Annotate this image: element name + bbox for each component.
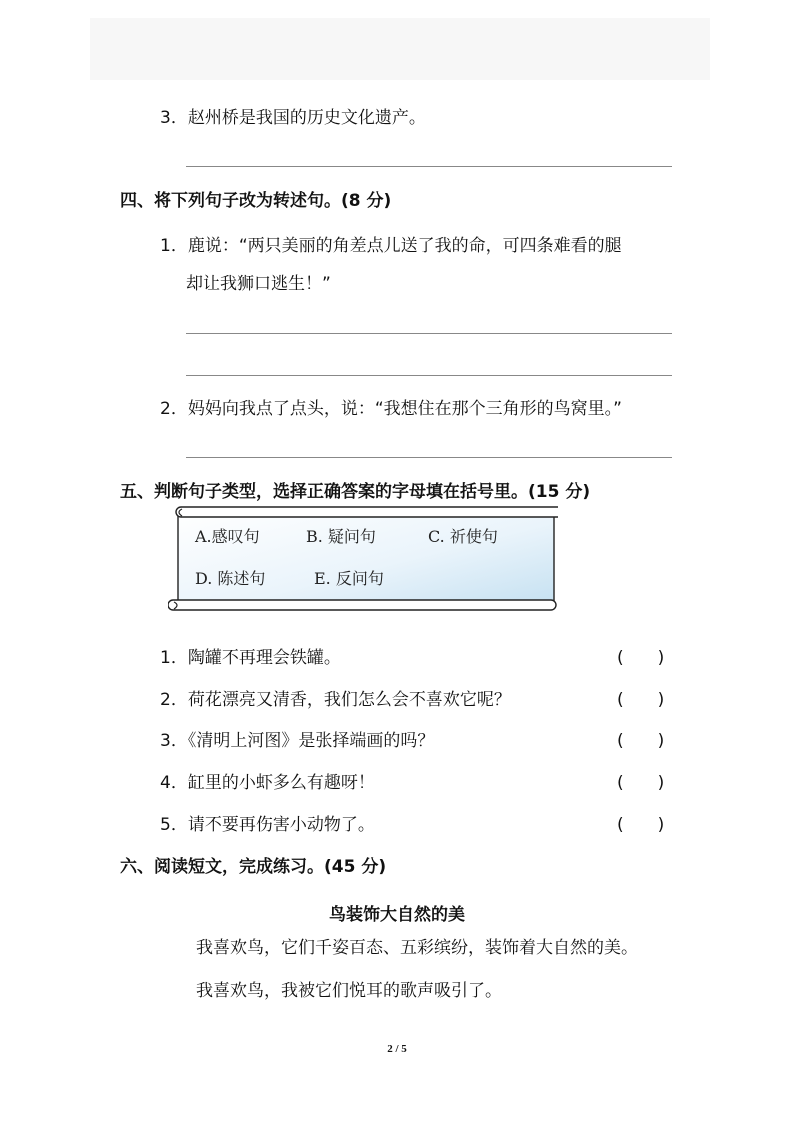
answer-line[interactable]	[186, 375, 672, 376]
scroll-frame	[168, 506, 558, 612]
question-text: 妈妈向我点了点头，说：“我想住在那个三角形的鸟窝里。”	[187, 399, 622, 419]
question-4-1	[160, 235, 622, 257]
question-number: 1．	[160, 648, 188, 668]
question-text: 请不要再伤害小动物了。	[187, 815, 375, 835]
question-text-line2: 却让我狮口逃生！”	[186, 274, 331, 294]
options-scroll	[168, 506, 558, 612]
section-4-heading: 四、将下列句子改为转述句。(8 分)	[120, 191, 392, 211]
option-b: B. 疑问句	[306, 527, 376, 546]
option-e: E. 反问句	[314, 569, 384, 588]
section-5-heading: 五、判断句子类型，选择正确答案的字母填在括号里。(15 分)	[120, 482, 591, 502]
question-5-2	[160, 689, 511, 711]
answer-paren[interactable]: ( )	[617, 690, 665, 710]
answer-line[interactable]	[186, 333, 672, 334]
question-number: 3．	[160, 108, 188, 128]
option-d: D. 陈述句	[195, 569, 266, 588]
question-3-3	[160, 107, 426, 129]
answer-line[interactable]	[186, 457, 672, 458]
question-5-1	[160, 647, 341, 669]
question-number: 2．	[160, 399, 188, 419]
page-number: 2 / 5	[387, 1043, 407, 1055]
passage-title: 鸟装饰大自然的美	[329, 905, 465, 925]
answer-paren[interactable]: ( )	[617, 731, 665, 751]
question-number: 3．	[160, 731, 188, 751]
question-5-5	[160, 814, 375, 836]
question-number: 2．	[160, 690, 188, 710]
question-text-line1: 鹿说：“两只美丽的角差点儿送了我的命，可四条难看的腿	[187, 236, 622, 256]
question-text: 荷花漂亮又清香，我们怎么会不喜欢它呢？	[187, 690, 511, 710]
option-c: C. 祈使句	[428, 527, 498, 546]
passage-paragraph: 我喜欢鸟，它们千姿百态、五彩缤纷，装饰着大自然的美。	[196, 938, 638, 958]
question-5-4	[160, 772, 375, 794]
question-text: 缸里的小虾多么有趣呀！	[187, 773, 375, 793]
question-4-2	[160, 398, 622, 420]
header-band	[90, 18, 710, 80]
answer-paren[interactable]: ( )	[617, 648, 665, 668]
question-text: 赵州桥是我国的历史文化遗产。	[187, 108, 426, 128]
section-6-heading: 六、阅读短文，完成练习。(45 分)	[120, 857, 387, 877]
answer-paren[interactable]: ( )	[617, 773, 665, 793]
option-a: A.感叹句	[195, 527, 260, 546]
answer-paren[interactable]: ( )	[617, 815, 665, 835]
answer-line[interactable]	[186, 166, 672, 167]
question-number: 5．	[160, 815, 188, 835]
question-number: 1．	[160, 236, 188, 256]
question-text: 《清明上河图》是张择端画的吗？	[187, 731, 435, 751]
question-number: 4．	[160, 773, 188, 793]
question-5-3	[160, 730, 434, 752]
question-text: 陶罐不再理会铁罐。	[187, 648, 341, 668]
passage-paragraph: 我喜欢鸟，我被它们悦耳的歌声吸引了。	[196, 981, 502, 1001]
